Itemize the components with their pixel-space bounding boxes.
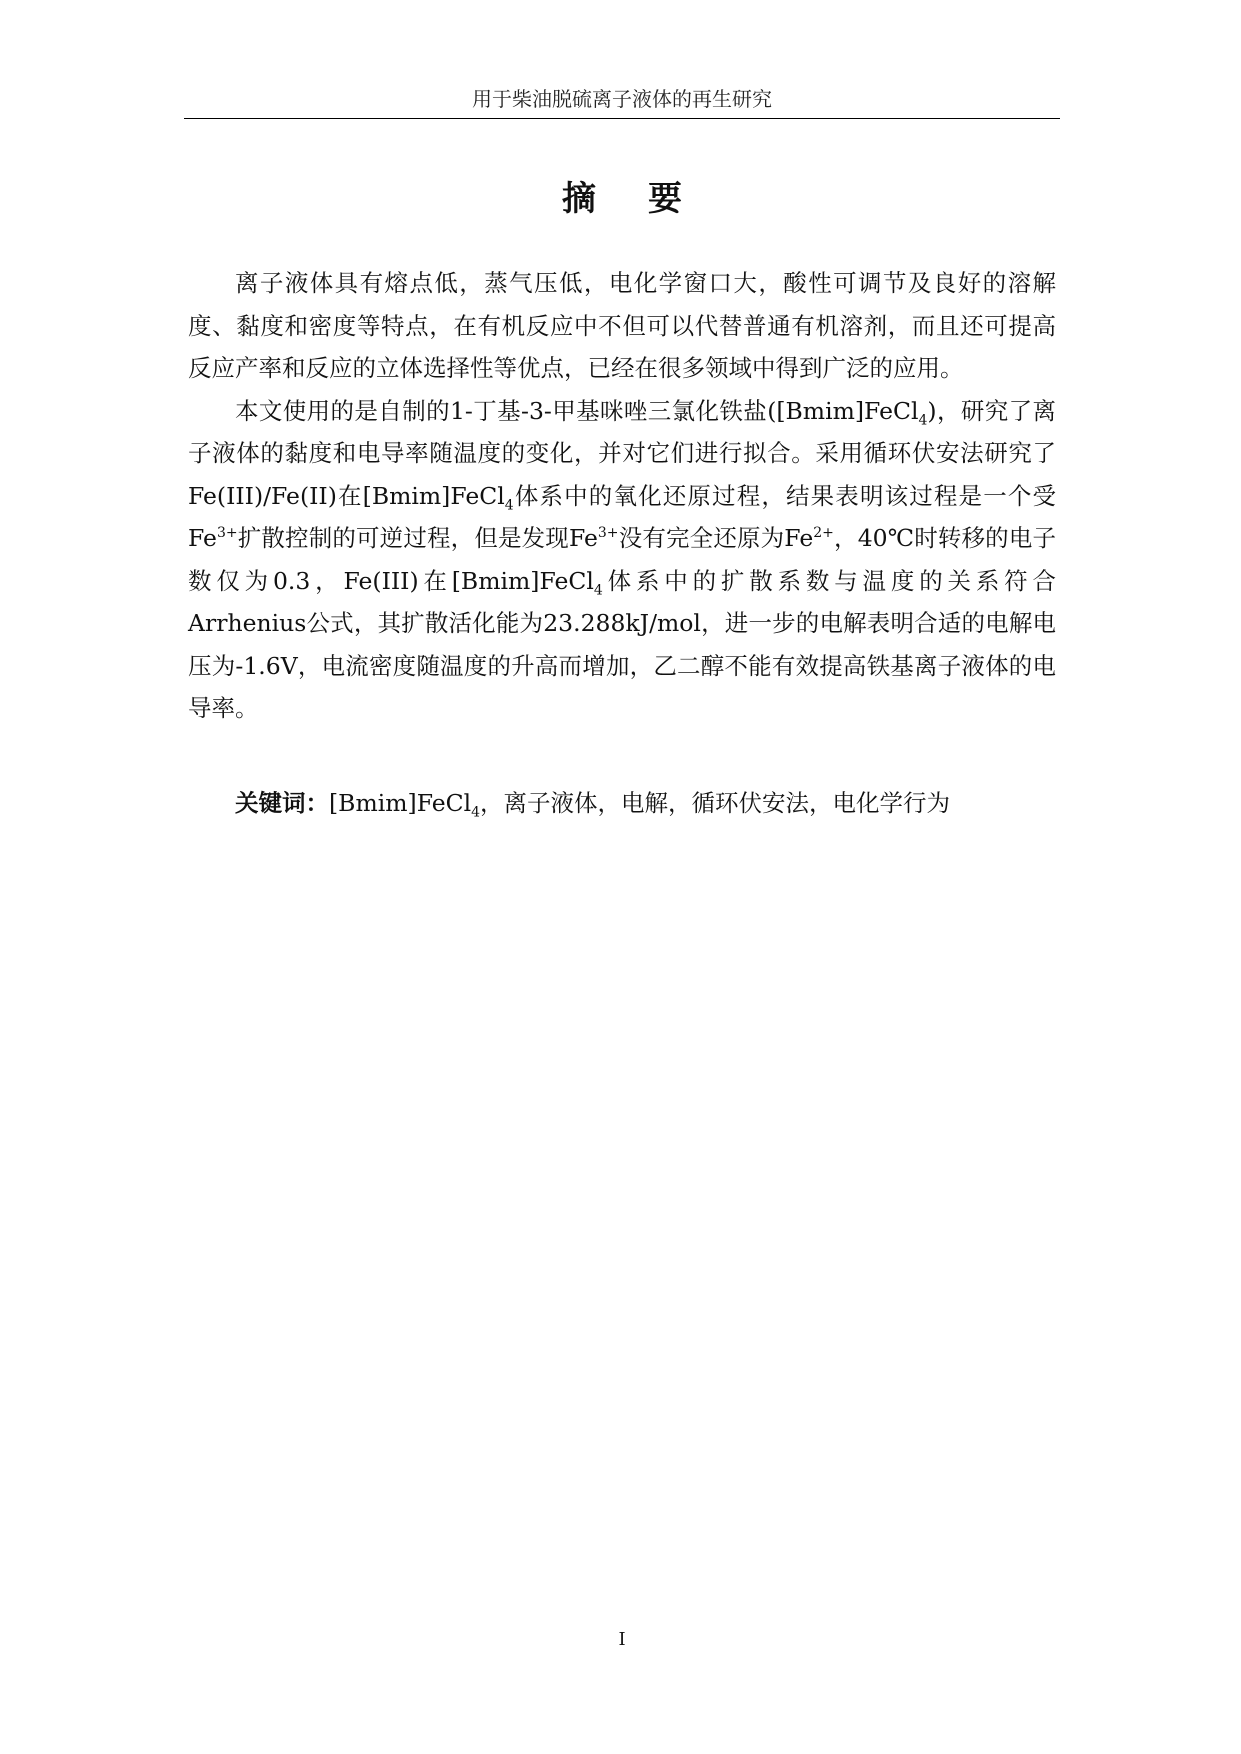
subscript-4: 4 bbox=[593, 582, 603, 599]
page-number: I bbox=[618, 1629, 626, 1650]
header-rule bbox=[184, 118, 1060, 119]
subscript-4: 4 bbox=[471, 804, 481, 821]
keywords-line bbox=[235, 782, 1055, 824]
paragraph-2-segment-5: 没有完全还原为Fe bbox=[618, 524, 814, 552]
page-title: 摘要 bbox=[562, 179, 734, 219]
paragraph-2-segment-2: )，研究了离子液体的黏度和电导率随温度的变化，并对它们进行拟合。采用循环伏安法研究了Fe(III)/Fe(II)在[Bmim]FeCl bbox=[188, 396, 1056, 510]
paragraph-2-segment-4: 扩散控制的可逆过程，但是发现Fe bbox=[237, 524, 598, 552]
abstract-paragraph-1: 离子液体具有熔点低，蒸气压低，电化学窗口大，酸性可调节及良好的溶解度、黏度和密度等特点，在有机反应中不但可以代替普通有机溶剂，而且还可提高反应产率和反应的立体选择性等优点，已经在很多领域中得到广泛的应用。 bbox=[188, 269, 1056, 382]
superscript-charge: 2+ bbox=[813, 525, 834, 542]
abstract-body bbox=[188, 262, 1056, 730]
superscript-charge: 3+ bbox=[597, 525, 619, 542]
keyword-compound: [Bmim]FeCl bbox=[329, 789, 472, 817]
paragraph-2-segment-7: 体系中的扩散系数与温度的关系符合Arrhenius公式，其扩散活化能为23.288kJ/mol，进一步的电解表明合适的电解电压为-1.6V，电流密度随温度的升高而增加，乙二醇不能有效提高铁基离子液体的电导率。 bbox=[188, 566, 1056, 722]
keywords-list: ，离子液体，电解，循环伏安法，电化学行为 bbox=[480, 789, 951, 817]
paragraph-2-segment-6: ，40℃时转移的电子数仅为0.3，Fe(III)在[Bmim]FeCl bbox=[188, 524, 1056, 595]
subscript-4: 4 bbox=[918, 412, 928, 429]
keywords-label: 关键词： bbox=[235, 789, 329, 817]
paragraph-2-segment-1: 本文使用的是自制的1-丁基-3-甲基咪唑三氯化铁盐([Bmim]FeCl bbox=[235, 396, 919, 425]
superscript-charge: 3+ bbox=[216, 525, 238, 542]
subscript-4: 4 bbox=[504, 497, 514, 514]
running-header: 用于柴油脱硫离子液体的再生研究 bbox=[472, 87, 772, 111]
paragraph-2-segment-3: 体系中的氧化还原过程，结果表明该过程是一个受Fe bbox=[188, 481, 1056, 552]
abstract-paragraph-2 bbox=[188, 390, 1056, 730]
